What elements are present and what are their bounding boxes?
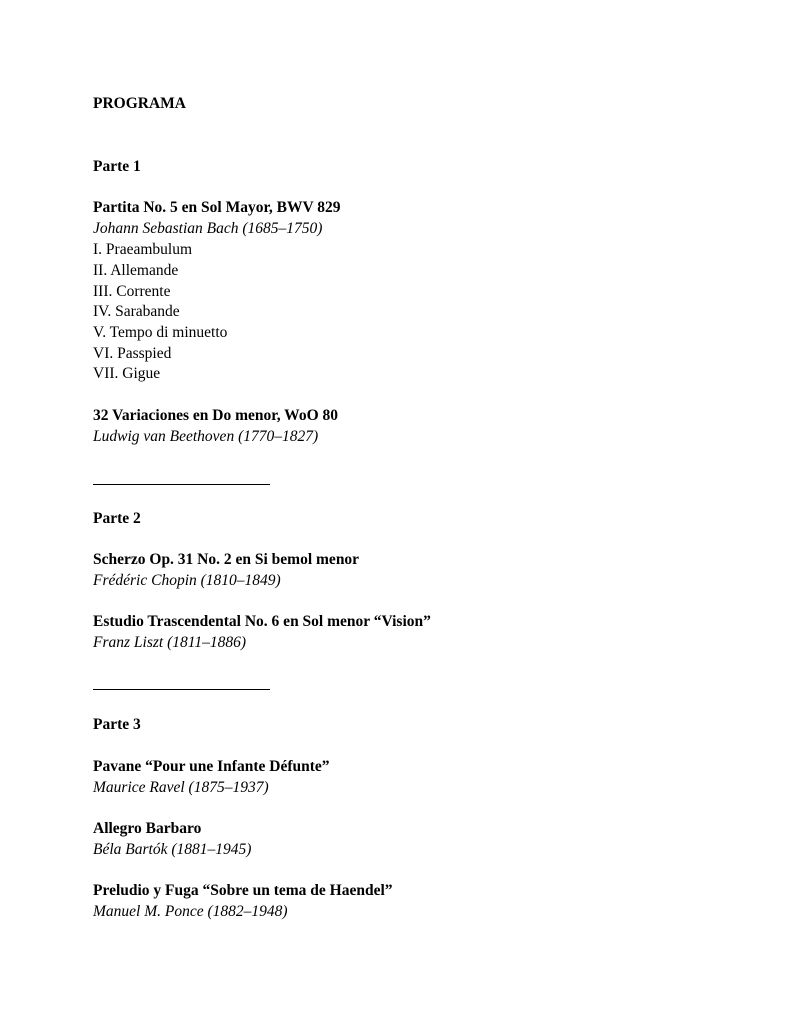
- composer-chopin: Frédéric Chopin (1810–1849): [93, 572, 281, 589]
- work-title-chopin: Scherzo Op. 31 No. 2 en Si bemol menor: [93, 551, 360, 568]
- section-divider: [93, 689, 270, 690]
- movement-item: VI. Passpied: [93, 345, 172, 362]
- program-title: PROGRAMA: [93, 95, 186, 112]
- work-title-ravel: Pavane “Pour une Infante Défunte”: [93, 758, 330, 775]
- part-2-heading: Parte 2: [93, 510, 141, 527]
- composer-ponce: Manuel M. Ponce (1882–1948): [93, 903, 288, 920]
- movement-item: II. Allemande: [93, 262, 179, 279]
- composer-bach: Johann Sebastian Bach (1685–1750): [93, 220, 323, 237]
- work-title-bartok: Allegro Barbaro: [93, 820, 202, 837]
- work-title-beethoven: 32 Variaciones en Do menor, WoO 80: [93, 407, 339, 424]
- work-title-bach: Partita No. 5 en Sol Mayor, BWV 829: [93, 199, 341, 216]
- composer-ravel: Maurice Ravel (1875–1937): [93, 779, 269, 796]
- movement-item: V. Tempo di minuetto: [93, 324, 228, 341]
- composer-liszt: Franz Liszt (1811–1886): [93, 634, 247, 651]
- movement-item: IV. Sarabande: [93, 303, 180, 320]
- movement-item: I. Praeambulum: [93, 241, 193, 258]
- part-3-heading: Parte 3: [93, 716, 141, 733]
- part-1-heading: Parte 1: [93, 158, 141, 175]
- work-title-ponce: Preludio y Fuga “Sobre un tema de Haendel”: [93, 882, 393, 899]
- movement-item: III. Corrente: [93, 283, 171, 300]
- movement-item: VII. Gigue: [93, 365, 161, 382]
- work-title-liszt: Estudio Trascendental No. 6 en Sol menor “Vision”: [93, 613, 431, 630]
- section-divider: [93, 484, 270, 485]
- composer-bartok: Béla Bartók (1881–1945): [93, 841, 252, 858]
- composer-beethoven: Ludwig van Beethoven (1770–1827): [93, 428, 319, 445]
